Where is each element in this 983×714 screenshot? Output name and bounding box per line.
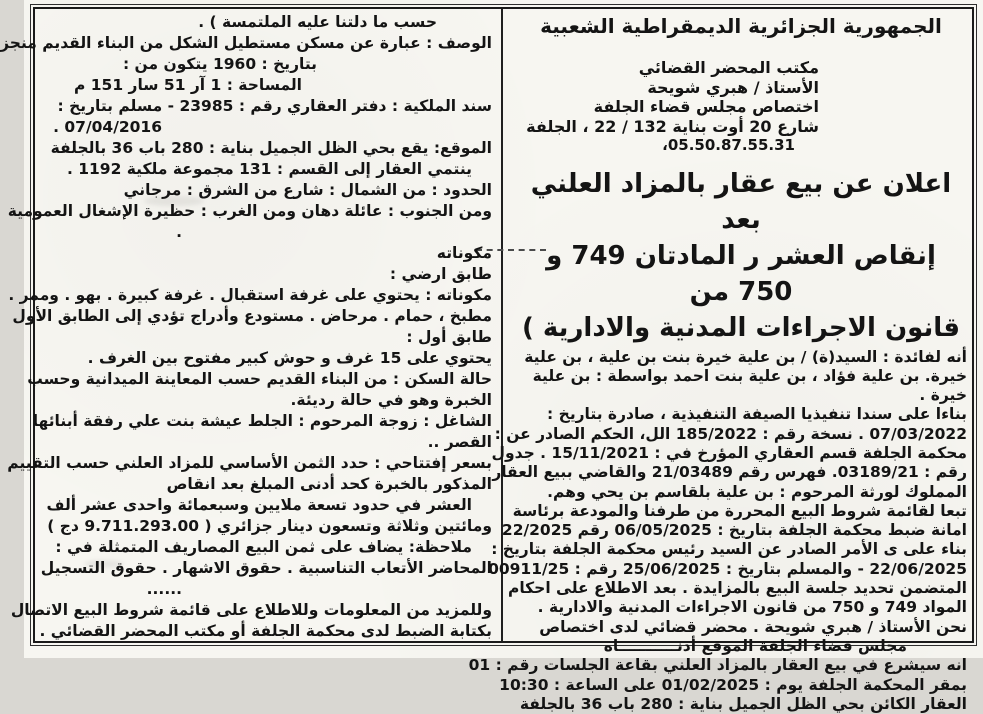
body-line: خيرة. بن علية فؤاد ، بن علية بنت احمد بواسطة : بن علية bbox=[515, 367, 967, 386]
phone-number: 05.50.87.55.31، bbox=[515, 136, 967, 156]
notice-title bbox=[515, 166, 967, 346]
jurisdiction: اختصاص مجلس قضاء الجلفة bbox=[515, 97, 967, 117]
detail-line: الوصف : عبارة عن مسكن مستطيل الشكل من البناء القديم منجز bbox=[50, 33, 492, 54]
detail-line: العشر في حدود تسعة ملايين وسبعمائة واحدى عشر ألف bbox=[50, 495, 492, 516]
republic-title: الجمهورية الجزائرية الديمقراطية الشعبية bbox=[515, 14, 967, 38]
detail-line: سند الملكية : دفتر العقاري رقم : 23985 - مسلم بتاريخ : bbox=[50, 96, 492, 117]
detail-line: الموقع: يقع بحي الظل الجميل بناية : 280 باب 36 بالجلفة bbox=[50, 138, 492, 159]
detail-line: 07/04/2016 . bbox=[50, 117, 492, 138]
title-line: قانون الاجراءات المدنية والادارية ) bbox=[515, 310, 967, 346]
officer-name: الأستاذ / هبري شويحة bbox=[515, 78, 967, 98]
detail-line: بتاريخ : 1960 يتكون من : bbox=[50, 54, 492, 75]
body-line: 22/06/2025 - والمسلم بتاريخ : 25/06/2025 رقم : 00911/25 bbox=[515, 560, 967, 579]
body-line: محكمة الجلفة قسم العقاري المؤرخ في : 15/11/2021 . جدول bbox=[515, 444, 967, 463]
left-column bbox=[50, 0, 492, 642]
scanned-legal-notice-page bbox=[24, 0, 983, 658]
body-line: بمقر المحكمة الجلفة يوم : 01/02/2025 على الساعة : 10:30 bbox=[515, 676, 967, 695]
detail-line: حالة السكن : من البناء القديم حسب المعاينة الميدانية وحسب bbox=[50, 369, 492, 390]
detail-line: المساحة : 1 آر 51 سار 151 م bbox=[50, 75, 492, 96]
notice-body bbox=[515, 348, 967, 714]
title-line: إنقاص العشر ر المادتان 749 و 750 من bbox=[515, 238, 967, 310]
body-line: المواد 749 و 750 من قانون الاجراءات المدنية والادارية . bbox=[515, 598, 967, 617]
detail-line: بكتابة الضبط لدى محكمة الجلفة أو مكتب المحضر القضائي . bbox=[50, 621, 492, 642]
body-line: العقار الكائن بحي الظل الجميل بناية : 280 باب 36 بالجلفة bbox=[515, 695, 967, 714]
body-line: مجلس قضاء الجلفة الموقع أدنـــــــــــاه bbox=[515, 637, 967, 656]
detail-line: القصر .. bbox=[50, 432, 492, 453]
detail-line: مكوناته bbox=[50, 243, 492, 264]
detail-line: ملاحظة: يضاف على ثمن البيع المصاريف المتمثلة في : bbox=[50, 537, 492, 558]
detail-line: حسب ما دلتنا عليه الملتمسة ) . bbox=[50, 12, 492, 33]
detail-line: الشاغل : زوجة المرحوم : الجلط عيشة بنت علي رفقة أبنائها bbox=[50, 411, 492, 432]
office-title: مكتب المحضر القضائي bbox=[515, 58, 967, 78]
body-line: نحن الأستاذ / هبري شويحة . محضر قضائي لدى اختصاص bbox=[515, 618, 967, 637]
detail-line: طابق أول : bbox=[50, 327, 492, 348]
detail-line: وللمزيد من المعلومات وللاطلاع على قائمة شروط البيع الاتصال bbox=[50, 600, 492, 621]
detail-line: الحدود : من الشمال : شارع من الشرق : مرجاني bbox=[50, 180, 492, 201]
detail-line: مطبخ ، حمام . مرحاض . مستودع وأدراج تؤدي إلى الطابق الأول bbox=[50, 306, 492, 327]
detail-line: مكوناته : يحتوي على غرفة استقبال . غرفة كبيرة . بهو . وممر . bbox=[50, 285, 492, 306]
detail-line: بسعر إفتتاحي : حدد الثمن الأساسي للمزاد العلني حسب التقييم bbox=[50, 453, 492, 474]
property-details bbox=[50, 12, 492, 642]
office-address: شارع 20 أوت بناية 132 / 22 ، الجلفة bbox=[515, 117, 967, 137]
body-line: تبعا لقائمة شروط البيع المحررة من طرفنا والمودعة برئاسة bbox=[515, 502, 967, 521]
body-line: رقم : 03189/21. فهرس رقم 21/03489 والقاضي ببيع العقار bbox=[515, 463, 967, 482]
detail-line: الخبرة وهو في حالة رديئة. bbox=[50, 390, 492, 411]
bailiff-office-block bbox=[515, 58, 967, 156]
body-line: المملوك لورثة المرحوم : بن علية بلقاسم بن يحي وهم. bbox=[515, 483, 967, 502]
detail-line: . bbox=[50, 222, 492, 243]
body-line: انه سيشرع في بيع العقار بالمزاد العلني بقاعة الجلسات رقم : 01 bbox=[515, 656, 967, 675]
detail-line: ومائتين وثلاثة وتسعون دينار جزائري ( 9.711.293.00 دج ) bbox=[50, 516, 492, 537]
detail-line: المذكور بالخبرة كحد أدنى المبلغ بعد انقاص bbox=[50, 474, 492, 495]
right-column bbox=[515, 0, 967, 714]
detail-line: يحتوي على 15 غرف و حوش كبير مفتوح بين الغرف . bbox=[50, 348, 492, 369]
body-line: أنه لفائدة : السيد(ة) / بن علية خيرة بنت بن علية ، بن علية bbox=[515, 348, 967, 367]
detail-line: ينتمي العقار إلى القسم : 131 مجموعة ملكية 1192 . bbox=[50, 159, 492, 180]
title-line: اعلان عن بيع عقار بالمزاد العلني بعد bbox=[515, 166, 967, 238]
body-line: المتضمن تحديد جلسة البيع بالمزايدة . بعد الاطلاع على احكام bbox=[515, 579, 967, 598]
body-line: 07/03/2022 . نسخة رقم : 185/2022 الل، الحكم الصادر عن : bbox=[515, 425, 967, 444]
body-line: خيرة . bbox=[515, 386, 967, 405]
detail-line: ومن الجنوب : عائلة دهان ومن الغرب : حظيرة الإشغال العمومية bbox=[50, 201, 492, 222]
detail-line: ...... bbox=[50, 579, 492, 600]
body-line: بناء على ى الأمر الصادر عن السيد رئيس محكمة الجلفة بتاريخ : bbox=[515, 540, 967, 559]
body-line: بناءا على سندا تنفيذيا الصيفة التنفيذية ، صادرة بتاريخ : bbox=[515, 405, 967, 424]
detail-line: المحاضر الأتعاب التناسبية . حقوق الاشهار . حقوق التسجيل bbox=[50, 558, 492, 579]
detail-line: طابق ارضي : bbox=[50, 264, 492, 285]
body-line: امانة ضبط محكمة الجلفة بتاريخ : 06/05/2025 رقم 22/2025 bbox=[515, 521, 967, 540]
